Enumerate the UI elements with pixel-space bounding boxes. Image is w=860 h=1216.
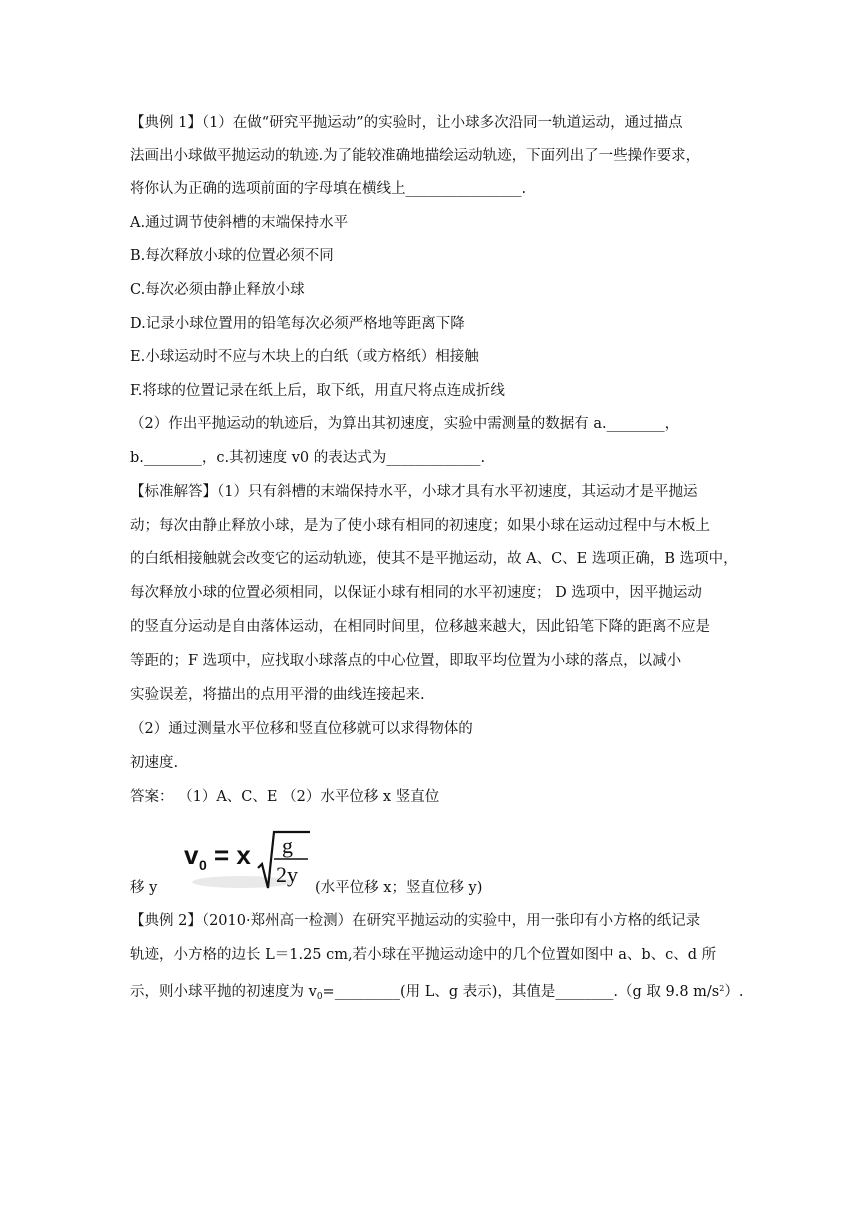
example2-line-3-part-b: =_________(用 L、g 表示)，其值是________.（g 取 9.8 m/s (322, 984, 720, 1000)
option-c: C.每次必须由静止释放小球 (130, 282, 305, 298)
option-f: F.将球的位置记录在纸上后，取下纸，用直尺将点连成折线 (130, 383, 505, 399)
option-d: D.记录小球位置用的铅笔每次必须严格地等距离下降 (130, 316, 465, 332)
formula-lhs-subscript: 0 (199, 857, 207, 873)
squared-superscript: 2 (719, 984, 725, 993)
example1-line-2: 法画出小球做平抛运动的轨迹.为了能较准确地描绘运动轨迹，下面列出了一些操作要求， (130, 148, 701, 164)
solution-line-7: 实验误差，将描出的点用平滑的曲线连接起来. (130, 687, 425, 703)
solution-line-8: （2）通过测量水平位移和竖直位移就可以求得物体的 (130, 721, 473, 737)
example2-line-3-part-a: 示，则小球平抛的初速度为 v (130, 984, 317, 1000)
v0-subscript: 0 (316, 992, 323, 1002)
solution-line-2: 动；每次由静止释放小球，是为了使小球有相同的初速度；如果小球在运动过程中与木板上 (130, 518, 710, 534)
answer-line: 答案： （1）A、C、E （2）水平位移 x 竖直位 (130, 789, 440, 805)
solution-line-1: 【标准解答】（1）只有斜槽的末端保持水平，小球才具有水平初速度，其运动才是平抛运 (130, 484, 698, 500)
example1-part2-line-2: b.________，c.其初速度 v0 的表达式为_____________. (130, 450, 486, 466)
solution-line-9: 初速度. (130, 755, 179, 771)
formula-denominator: 2y (276, 862, 298, 887)
example2-line-1: 【典例 2】（2010·郑州高一检测）在研究平抛运动的实验中，用一张印有小方格的纸记录 (130, 913, 701, 929)
example1-line-3: 将你认为正确的选项前面的字母填在横线上________________. (130, 181, 527, 197)
option-a: A.通过调节使斜槽的末端保持水平 (130, 215, 349, 231)
solution-line-6: 等距的；F 选项中，应找取小球落点的中心位置，即取平均位置为小球的落点，以减小 (130, 653, 682, 669)
formula-lhs: v (184, 840, 199, 870)
example1-line-1: 【典例 1】（1）在做“研究平抛运动”的实验时，让小球多次沿同一轨道运动，通过描点 (130, 115, 683, 131)
example2-line-2: 轨迹，小方格的边长 L＝1.25 cm,若小球在平抛运动途中的几个位置如图中 a、b、c、d 所 (130, 947, 717, 963)
answer-tail-left: 移 y (130, 880, 158, 896)
formula-numerator: g (282, 833, 293, 858)
formula-equals-x: = x (214, 840, 251, 870)
example1-part2-line-1: （2）作出平抛运动的轨迹后，为算出其初速度，实验中需测量的数据有 a.________， (130, 416, 680, 432)
example2-line-3-part-c: ）. (724, 984, 744, 1000)
solution-line-3: 的白纸相接触就会改变它的运动轨迹，使其不是平抛运动，故 A、C、E 选项正确，B 选项中， (130, 551, 738, 567)
solution-line-5: 的竖直分运动是自由落体运动，在相同时间里，位移越来越大，因此铅笔下降的距离不应是 (130, 619, 710, 635)
example2-line-3 (130, 979, 743, 1007)
option-b: B.每次释放小球的位置必须不同 (130, 248, 334, 264)
answer-tail-right: (水平位移 x；竖直位移 y) (315, 880, 483, 896)
option-e: E.小球运动时不应与木块上的白纸（或方格纸）相接触 (130, 349, 479, 365)
solution-line-4: 每次释放小球的位置必须相同，以保证小球有相同的水平初速度； D 选项中，因平抛运动 (130, 585, 702, 601)
formula-image (182, 828, 312, 892)
